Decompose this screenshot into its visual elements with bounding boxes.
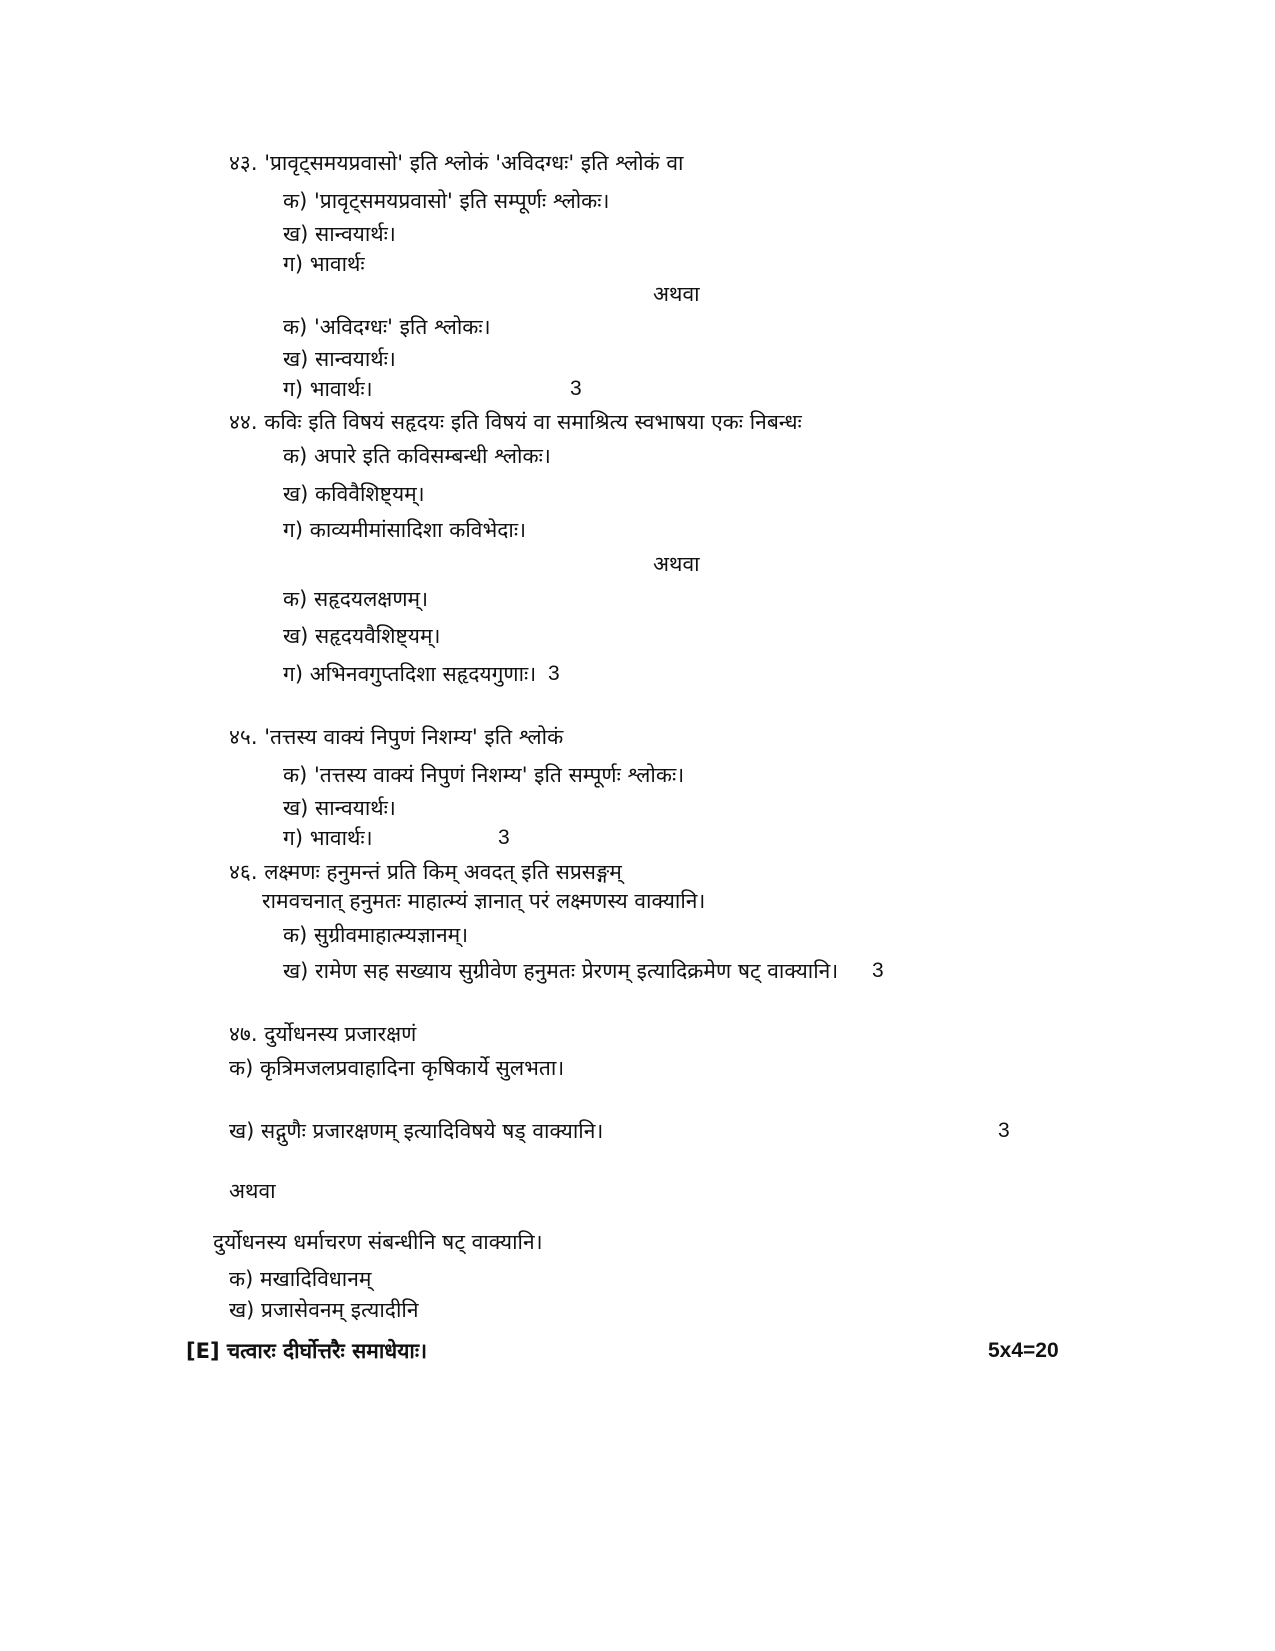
q44-option-c: ग) काव्यमीमांसादिशा कविभेदाः। [283,518,527,542]
q43-option-a: क) 'प्रावृट्समयप्रवासो' इति सम्पूर्णः श्लोकः। [283,189,610,213]
q47-marks: 3 [998,1119,1010,1142]
q46-title: ४६. लक्ष्मणः हनुमन्तं प्रति किम् अवदत् इति सप्रसङ्गम् [229,860,622,884]
q47-alternative: दुर्योधनस्य धर्माचरण संबन्धीनि षट् वाक्यानि। [213,1230,543,1254]
q43-alt-option-a: क) 'अविदग्धः' इति श्लोकः। [283,315,491,339]
q44-option-b: ख) कविवैशिष्ट्यम्। [283,482,425,506]
q44-or-divider: अथवा [653,552,700,576]
q44-alt-option-b: ख) सहृदयवैशिष्ट्यम्। [283,624,441,648]
q43-marks: 3 [570,377,582,400]
q45-title: ४५. 'तत्तस्य वाक्यं निपुणं निशम्य' इति श्लोकं [229,725,564,749]
q47-alt-option-b: ख) प्रजासेवनम् इत्यादीनि [229,1298,419,1322]
q43-option-c: ग) भावार्थः [283,252,365,276]
q47-option-a: क) कृत्रिमजलप्रवाहादिना कृषिकार्ये सुलभता। [229,1056,565,1080]
q47-or-divider: अथवा [229,1179,276,1203]
q47-title: ४७. दुर्योधनस्य प्रजारक्षणं [229,1022,417,1046]
q47-option-b: ख) सद्गुणैः प्रजारक्षणम् इत्यादिविषये षड् वाक्यानि। [229,1119,604,1143]
q45-option-b: ख) सान्वयार्थः। [283,796,396,820]
q45-option-a: क) 'तत्तस्य वाक्यं निपुणं निशम्य' इति सम्पूर्णः श्लोकः। [283,763,685,787]
section-e-marks: 5x4=20 [988,1339,1059,1362]
q46-title-continued: रामवचनात् हनुमतः माहात्म्यं ज्ञानात् परं लक्ष्मणस्य वाक्यानि। [262,889,706,913]
q44-marks: 3 [548,662,560,685]
section-e-heading: [E] चत्वारः दीर्घोत्तरैः समाधेयाः। [186,1339,428,1363]
q45-option-c: ग) भावार्थः। [283,826,373,850]
q43-alt-option-b: ख) सान्वयार्थः। [283,347,396,371]
q46-option-a: क) सुग्रीवमाहात्म्यज्ञानम्। [283,923,469,947]
q46-option-b: ख) रामेण सह सख्याय सुग्रीवेण हनुमतः प्रेरणम् इत्यादिक्रमेण षट् वाक्यानि। [283,959,839,983]
q43-alt-option-c: ग) भावार्थः। [283,377,373,401]
q43-option-b: ख) सान्वयार्थः। [283,222,396,246]
q47-alt-option-a: क) मखादिविधानम् [229,1267,372,1291]
q46-marks: 3 [872,959,884,982]
q44-alt-option-a: क) सहृदयलक्षणम्। [283,587,429,611]
q45-marks: 3 [498,826,510,849]
q44-alt-option-c: ग) अभिनवगुप्तदिशा सहृदयगुणाः। [283,662,537,686]
q43-or-divider: अथवा [653,282,700,306]
q44-title: ४४. कविः इति विषयं सहृदयः इति विषयं वा समाश्रित्य स्वभाषया एकः निबन्धः [229,410,802,434]
q43-title: ४३. 'प्रावृट्समयप्रवासो' इति श्लोकं 'अविदग्धः' इति श्लोकं वा [229,151,684,175]
q44-option-a: क) अपारे इति कविसम्बन्धी श्लोकः। [283,444,551,468]
